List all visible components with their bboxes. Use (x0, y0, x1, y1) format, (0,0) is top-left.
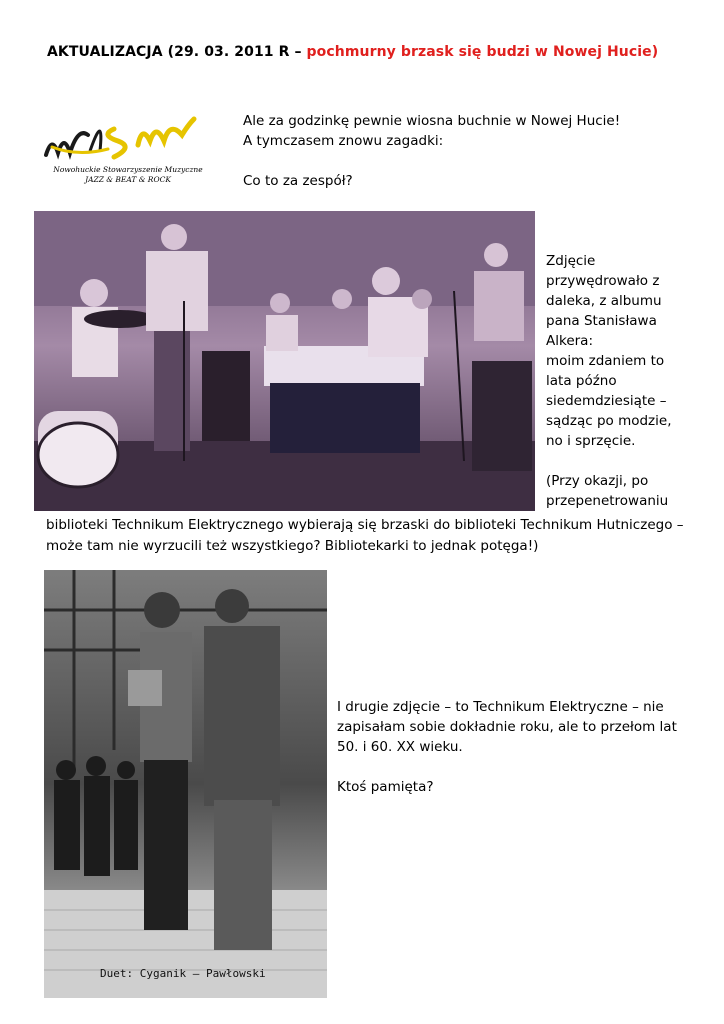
intro-text (243, 111, 663, 191)
band-photo (34, 211, 535, 511)
nhsm-logo (38, 105, 218, 195)
duet-photo (44, 570, 327, 998)
photo1-description (546, 251, 676, 511)
intro-line-1: Ale za godzinkę pewnie wiosna buchnie w Nowej Hucie! (243, 113, 621, 129)
photo1-note-2: moim zdaniem to lata późno siedemdziesiąte – sądząc po modzie, no i sprzęcie. (546, 353, 672, 449)
logo-tagline-1: Nowohuckie Stowarzyszenie Muzyczne (53, 165, 203, 174)
intro-question: Co to za zespół? (243, 173, 353, 189)
title-prefix: AKTUALIZACJA (29. 03. 2011 R – (47, 44, 307, 60)
photo2-note-1: I drugie zdjęcie – to Technikum Elektryczne – nie zapisałam sobie dokładnie roku, ale to przełom lat 50. i 60. XX wieku. (337, 699, 677, 755)
logo-tagline-2: JAZZ & BEAT & ROCK (85, 175, 171, 184)
band-photo-image (34, 211, 535, 511)
library-paragraph: biblioteki Technikum Elektrycznego wybierają się brzaski do biblioteki Technikum Hutniczego – może tam nie wyrzucili też wszystkiego? Bibliotekarki to jednak potęga!) (46, 517, 684, 554)
title-highlight: pochmurny brzask się budzi w Nowej Hucie) (306, 44, 659, 60)
photo2-note-2: Ktoś pamięta? (337, 779, 434, 795)
photo1-note-3-start: (Przy okazji, po przepenetrowaniu (546, 473, 669, 509)
duet-caption: Duet: Cyganik – Pawłowski (100, 967, 266, 980)
intro-line-2: A tymczasem znowu zagadki: (243, 133, 444, 149)
photo1-note-1: Zdjęcie przywędrowało z daleka, z albumu pana Stanisława Alkera: (546, 253, 662, 349)
page-title (47, 44, 658, 60)
logo-mark-graphic (38, 105, 218, 167)
duet-photo-image (44, 570, 327, 998)
photo2-description (337, 697, 687, 797)
